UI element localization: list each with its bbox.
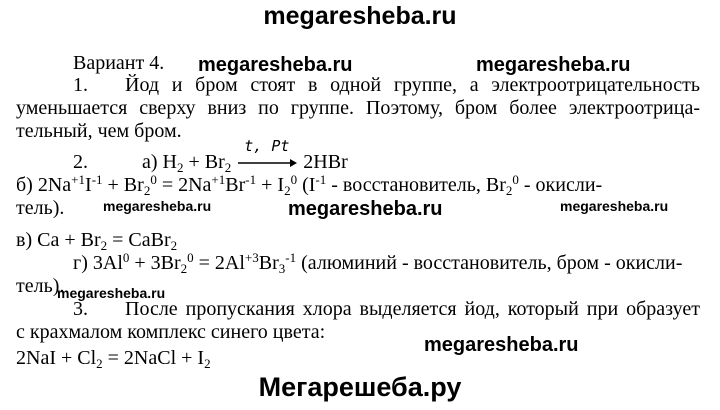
q2-line-d: г) $3Al^0 + 3Br_2^0 = 2Al^{+3}Br_3^{-1}$ (алюминий - восстановитель, бром - окисли- <box>73 250 683 276</box>
q2-b-label: б) <box>16 174 33 196</box>
q1-line3: тельный, чем бром. <box>16 120 182 142</box>
arrow-conditions: t, Pt <box>244 137 290 155</box>
q2-d-label: г) <box>73 252 88 274</box>
variant-heading: Вариант 4. <box>73 52 165 74</box>
watermark-small-2: megaresheba.ru <box>560 198 669 214</box>
watermark-mid-2: megaresheba.ru <box>476 54 631 76</box>
q1-line2: уменьшается сверху вниз по группе. Поэтому, бром более электроотрица- <box>16 97 700 119</box>
q3-number: 3. <box>73 298 88 320</box>
q2-a-label: а) <box>142 151 158 173</box>
watermark-top: megaresheba.ru <box>263 2 457 30</box>
q1-text1: Йод и бром стоят в одной группе, а электроотрицательность <box>125 74 700 96</box>
q3-line2: с крахмалом комплекс синего цвета: <box>16 321 326 343</box>
q2-b-tail1: - восстановитель, <box>331 174 481 196</box>
watermark-mid-4: megaresheba.ru <box>424 334 579 356</box>
q2-number: 2. <box>73 151 88 173</box>
watermark-small-1: megaresheba.ru <box>103 198 212 214</box>
reaction-arrow-icon <box>236 137 298 171</box>
watermark-small-3: megaresheba.ru <box>57 285 166 301</box>
q2-c-label: в) <box>16 229 33 251</box>
q2-line-b: б) $2Na^{+1}I^{-1} + Br_2^0 = 2Na^{+1}Br^{-1} + I_2^0$ ($I^{-1}$ - восстановитель, $Br_2^0$ - окисли- <box>16 172 603 198</box>
q3-text1: После пропускания хлора выделяется йод, который при образует <box>125 298 700 320</box>
q2-d-end: тель). <box>16 275 65 297</box>
watermark-mid-1: megaresheba.ru <box>198 54 353 76</box>
q3-line1 <box>73 298 700 321</box>
q2-line-c: в) $Ca + Br_2$ = CaBr$_2$ <box>16 229 178 253</box>
watermark-mid-3: megaresheba.ru <box>288 198 443 220</box>
q2-b-tail2: - окисли- <box>523 174 603 196</box>
q2-line-a: 2. а) $H_2 + Br_2$ t, Pt 2HBr <box>73 137 348 175</box>
q1-number: 1. <box>73 74 88 96</box>
q2-b-end: тель). <box>16 197 65 219</box>
q2-d-tail: (алюминий - восстановитель, бром - окисли- <box>301 252 683 274</box>
q3-equation: $2NaI + Cl_2$ = 2NaCl + $I_2$ <box>16 347 211 371</box>
watermark-bottom: Мегарешеба.ру <box>258 372 462 402</box>
q1-line1 <box>73 74 700 97</box>
